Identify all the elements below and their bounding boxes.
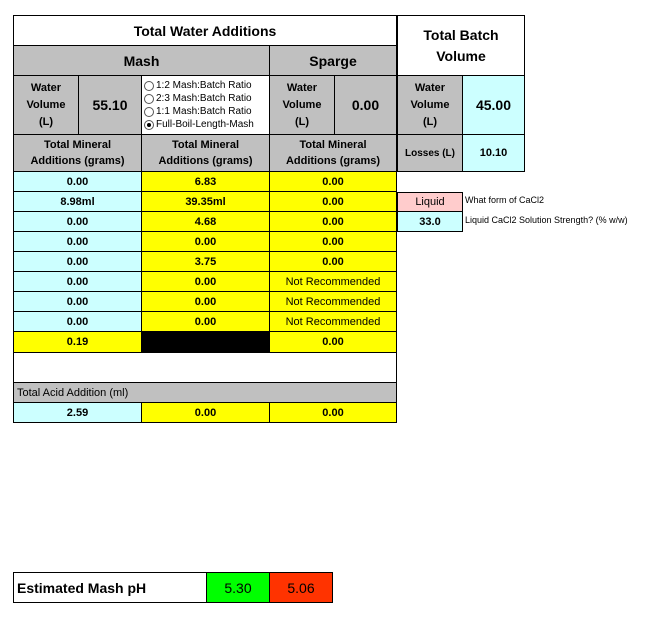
table-cell[interactable]: 0.00 xyxy=(13,311,142,332)
mash-ratio-options xyxy=(141,75,270,135)
table-cell: Not Recommended xyxy=(269,311,397,332)
acid-addition-label: Total Acid Addition (ml) xyxy=(13,382,397,403)
spacer-row xyxy=(13,352,397,383)
acid-addition-value[interactable]: 2.59 xyxy=(13,402,142,423)
table-cell[interactable]: 8.98ml xyxy=(13,191,142,212)
ratio-option-1-1[interactable]: 1:1 Mash:Batch Ratio xyxy=(144,105,254,118)
table-cell: 0.00 xyxy=(269,331,397,353)
table-cell: Not Recommended xyxy=(269,291,397,312)
batch-water-volume-label: Water Volume (L) xyxy=(397,75,463,135)
mash-water-volume-value: 55.10 xyxy=(78,75,142,135)
table-cell: 0.19 xyxy=(13,331,142,353)
radio-button-selected-icon[interactable] xyxy=(144,120,154,130)
cacl2-form-select[interactable]: Liquid xyxy=(397,192,463,212)
estimated-mash-ph-label: Estimated Mash pH xyxy=(13,572,207,603)
table-cell: 0.00 xyxy=(269,211,397,232)
mash-water-volume-label: Water Volume (L) xyxy=(13,75,79,135)
radio-button-icon[interactable] xyxy=(144,94,154,104)
table-cell: 0.00 xyxy=(141,311,270,332)
table-cell[interactable]: 0.00 xyxy=(13,171,142,192)
table-cell: 0.00 xyxy=(141,231,270,252)
cacl2-strength-input[interactable]: 33.0 xyxy=(397,211,463,232)
sparge-water-volume-value: 0.00 xyxy=(334,75,397,135)
sparge-water-volume-label: Water Volume (L) xyxy=(269,75,335,135)
total-water-additions-header: Total Water Additions xyxy=(13,15,397,46)
table-cell: 0.00 xyxy=(269,231,397,252)
ph-value-1: 5.30 xyxy=(206,572,270,603)
table-cell: 4.68 xyxy=(141,211,270,232)
table-cell: 6.83 xyxy=(141,171,270,192)
mash-header: Mash xyxy=(13,45,270,76)
ratio-option-2-3[interactable]: 2:3 Mash:Batch Ratio xyxy=(144,92,254,105)
table-cell: 0.00 xyxy=(269,251,397,272)
mineral-additions-header-1: Total Mineral Additions (grams) xyxy=(13,134,142,172)
ph-value-2: 5.06 xyxy=(269,572,333,603)
table-cell: 0.00 xyxy=(269,191,397,212)
mineral-additions-header-3: Total Mineral Additions (grams) xyxy=(269,134,397,172)
acid-addition-sparge: 0.00 xyxy=(269,402,397,423)
sparge-header: Sparge xyxy=(269,45,397,76)
table-cell-blank xyxy=(141,331,270,353)
radio-button-icon[interactable] xyxy=(144,81,154,91)
table-cell[interactable]: 0.00 xyxy=(13,271,142,292)
cacl2-strength-label: Liquid CaCl2 Solution Strength? (% w/w) xyxy=(465,215,628,225)
table-cell[interactable]: 0.00 xyxy=(13,231,142,252)
table-cell: 0.00 xyxy=(141,291,270,312)
table-cell: 39.35ml xyxy=(141,191,270,212)
table-cell[interactable]: 0.00 xyxy=(13,251,142,272)
table-cell: Not Recommended xyxy=(269,271,397,292)
table-cell: 0.00 xyxy=(269,171,397,192)
losses-value[interactable]: 10.10 xyxy=(462,134,525,172)
table-cell[interactable]: 0.00 xyxy=(13,291,142,312)
acid-addition-mash: 0.00 xyxy=(141,402,270,423)
cacl2-form-label: What form of CaCl2 xyxy=(465,195,545,205)
table-cell: 3.75 xyxy=(141,251,270,272)
radio-button-icon[interactable] xyxy=(144,107,154,117)
ratio-option-full-boil[interactable]: Full-Boil-Length-Mash xyxy=(144,118,254,131)
batch-water-volume-value[interactable]: 45.00 xyxy=(462,75,525,135)
losses-label: Losses (L) xyxy=(397,134,463,172)
table-cell: 0.00 xyxy=(141,271,270,292)
mineral-additions-header-2: Total Mineral Additions (grams) xyxy=(141,134,270,172)
total-batch-volume-header: Total Batch Volume xyxy=(397,15,525,76)
ratio-option-1-2[interactable]: 1:2 Mash:Batch Ratio xyxy=(144,79,254,92)
table-cell[interactable]: 0.00 xyxy=(13,211,142,232)
